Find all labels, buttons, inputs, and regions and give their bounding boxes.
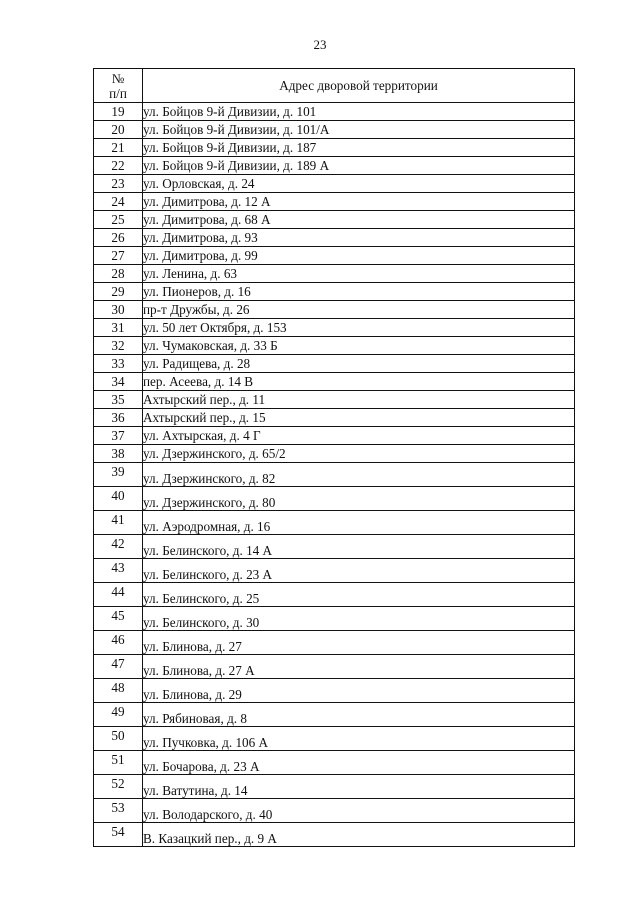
table-row (94, 445, 575, 463)
row-number: 27 (94, 247, 143, 265)
table-row (94, 175, 575, 193)
table-row (94, 775, 575, 799)
table-row (94, 427, 575, 445)
row-address: ул. Димитрова, д. 93 (143, 229, 575, 247)
row-address: ул. Ватутина, д. 14 (143, 775, 575, 799)
row-number: 20 (94, 121, 143, 139)
row-address: ул. Бойцов 9-й Дивизии, д. 101 (143, 103, 575, 121)
table-row (94, 265, 575, 283)
row-number: 39 (94, 463, 143, 487)
row-address: ул. Радищева, д. 28 (143, 355, 575, 373)
table-row (94, 319, 575, 337)
row-address: ул. Бойцов 9-й Дивизии, д. 101/А (143, 121, 575, 139)
row-address: ул. Белинского, д. 30 (143, 607, 575, 631)
row-address: ул. Блинова, д. 27 (143, 631, 575, 655)
row-address: ул. Чумаковская, д. 33 Б (143, 337, 575, 355)
table-row (94, 337, 575, 355)
row-address: ул. Дзержинского, д. 80 (143, 487, 575, 511)
row-address: Ахтырский пер., д. 15 (143, 409, 575, 427)
row-address: ул. Димитрова, д. 68 А (143, 211, 575, 229)
row-number: 25 (94, 211, 143, 229)
row-number: 44 (94, 583, 143, 607)
row-number: 52 (94, 775, 143, 799)
row-address: ул. 50 лет Октября, д. 153 (143, 319, 575, 337)
row-address: ул. Блинова, д. 29 (143, 679, 575, 703)
row-number: 32 (94, 337, 143, 355)
table-row (94, 373, 575, 391)
row-address: ул. Димитрова, д. 12 А (143, 193, 575, 211)
row-number: 21 (94, 139, 143, 157)
table-row (94, 535, 575, 559)
row-number: 34 (94, 373, 143, 391)
row-number: 38 (94, 445, 143, 463)
header-address: Адрес дворовой территории (143, 69, 575, 103)
table-row (94, 511, 575, 535)
row-address: ул. Белинского, д. 25 (143, 583, 575, 607)
row-address: ул. Дзержинского, д. 82 (143, 463, 575, 487)
table-row (94, 583, 575, 607)
row-address: В. Казацкий пер., д. 9 А (143, 823, 575, 847)
table-row (94, 409, 575, 427)
row-address: пр-т Дружбы, д. 26 (143, 301, 575, 319)
table-row (94, 823, 575, 847)
row-number: 35 (94, 391, 143, 409)
table-row (94, 751, 575, 775)
row-number: 19 (94, 103, 143, 121)
header-number-line2: п/п (109, 85, 127, 101)
row-number: 51 (94, 751, 143, 775)
table-row (94, 247, 575, 265)
table-row (94, 391, 575, 409)
table-row (94, 157, 575, 175)
row-address: ул. Дзержинского, д. 65/2 (143, 445, 575, 463)
row-number: 49 (94, 703, 143, 727)
row-number: 41 (94, 511, 143, 535)
row-number: 23 (94, 175, 143, 193)
table-row (94, 799, 575, 823)
table-row (94, 727, 575, 751)
row-address: ул. Бочарова, д. 23 А (143, 751, 575, 775)
row-number: 47 (94, 655, 143, 679)
table-row (94, 139, 575, 157)
row-number: 54 (94, 823, 143, 847)
table-header-row (94, 69, 575, 103)
row-address: ул. Димитрова, д. 99 (143, 247, 575, 265)
row-number: 28 (94, 265, 143, 283)
row-address: ул. Орловская, д. 24 (143, 175, 575, 193)
table-row (94, 463, 575, 487)
address-table (93, 68, 575, 847)
row-address: ул. Пионеров, д. 16 (143, 283, 575, 301)
row-address: ул. Володарского, д. 40 (143, 799, 575, 823)
row-address: ул. Белинского, д. 14 А (143, 535, 575, 559)
row-number: 29 (94, 283, 143, 301)
row-address: ул. Рябиновая, д. 8 (143, 703, 575, 727)
row-address: ул. Блинова, д. 27 А (143, 655, 575, 679)
row-address: ул. Ленина, д. 63 (143, 265, 575, 283)
row-address: ул. Пучковка, д. 106 А (143, 727, 575, 751)
table-row (94, 607, 575, 631)
table-row (94, 121, 575, 139)
row-address: ул. Бойцов 9-й Дивизии, д. 187 (143, 139, 575, 157)
row-number: 46 (94, 631, 143, 655)
row-number: 37 (94, 427, 143, 445)
header-number-line1: № (111, 70, 125, 86)
table-row (94, 631, 575, 655)
row-number: 42 (94, 535, 143, 559)
header-number (94, 69, 143, 103)
row-number: 48 (94, 679, 143, 703)
row-address: пер. Асеева, д. 14 В (143, 373, 575, 391)
page-number: 23 (313, 37, 327, 52)
row-number: 40 (94, 487, 143, 511)
table-row (94, 487, 575, 511)
table-row (94, 283, 575, 301)
table-row (94, 229, 575, 247)
table-row (94, 655, 575, 679)
row-number: 45 (94, 607, 143, 631)
table-row (94, 679, 575, 703)
row-number: 36 (94, 409, 143, 427)
table-row (94, 301, 575, 319)
row-number: 53 (94, 799, 143, 823)
row-number: 50 (94, 727, 143, 751)
table-row (94, 103, 575, 121)
row-number: 24 (94, 193, 143, 211)
table-row (94, 193, 575, 211)
row-number: 33 (94, 355, 143, 373)
row-number: 30 (94, 301, 143, 319)
row-number: 43 (94, 559, 143, 583)
table-row (94, 703, 575, 727)
row-number: 31 (94, 319, 143, 337)
table-row (94, 355, 575, 373)
table-row (94, 559, 575, 583)
row-address: ул. Аэродромная, д. 16 (143, 511, 575, 535)
table-row (94, 211, 575, 229)
row-number: 22 (94, 157, 143, 175)
row-address: ул. Бойцов 9-й Дивизии, д. 189 А (143, 157, 575, 175)
row-address: Ахтырский пер., д. 11 (143, 391, 575, 409)
row-address: ул. Ахтырская, д. 4 Г (143, 427, 575, 445)
row-address: ул. Белинского, д. 23 А (143, 559, 575, 583)
row-number: 26 (94, 229, 143, 247)
